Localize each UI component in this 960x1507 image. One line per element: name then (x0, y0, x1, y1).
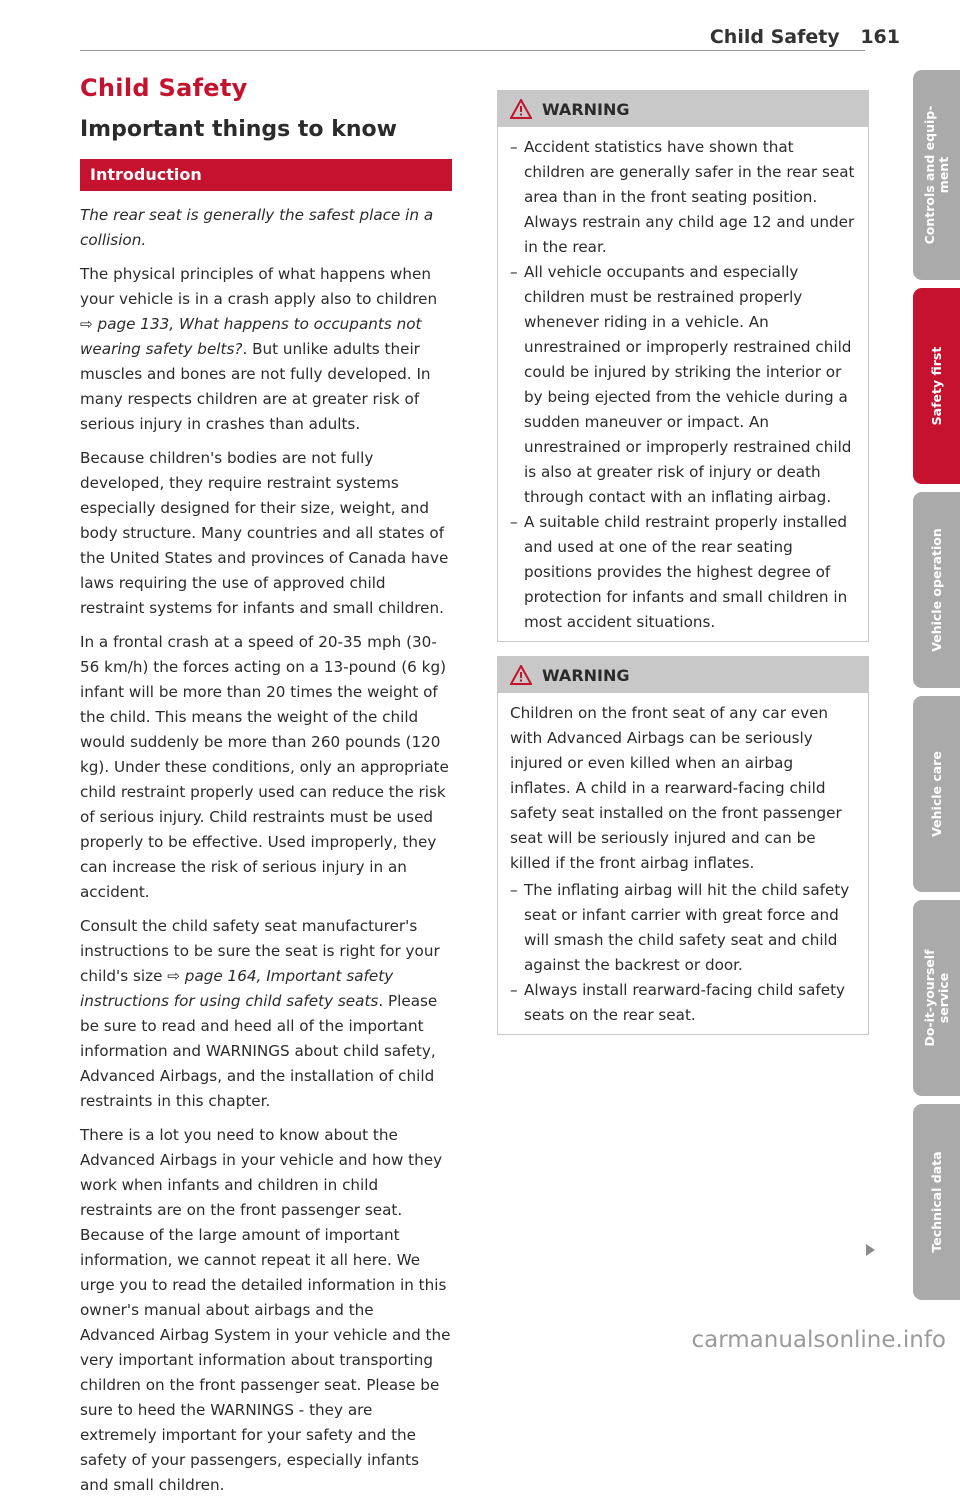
warning-2-bullet: – Always install rearward-facing child safety seats on the rear seat. (510, 978, 858, 1028)
warning-2-bullet-text: The inflating airbag will hit the child safety seat or infant carrier with great force and will smash the child safety seat and child against the backrest or door. (524, 881, 850, 974)
running-header-section: Child Safety (709, 26, 840, 48)
tab-technical-data[interactable] (913, 1104, 960, 1300)
warning-1-bullet: – A suitable child restraint properly installed and used at one of the rear seating positions provides the highest degree of protection for infants and small children in most accident situations. (510, 510, 858, 635)
tab-label: Safety first (928, 346, 944, 426)
section-title: Important things to know (80, 117, 397, 142)
paragraph-1-text-b: . But unlike adults their muscles and bones are not fully developed. In many respects children are at greater risk of serious injury in crashes than adults. (80, 340, 431, 433)
warning-2-bullet: – The inflating airbag will hit the child safety seat or infant carrier with great force and will smash the child safety seat and child against the backrest or door. (510, 878, 858, 978)
intro-italic: The rear seat is generally the safest place in a collision. (80, 206, 434, 249)
warning-triangle-icon (510, 99, 532, 119)
paragraph-1-text-a: The physical principles of what happens when your vehicle is in a crash apply also to children (80, 265, 438, 308)
warning-body-1 (498, 127, 868, 641)
tab-label: Vehicle operation (928, 528, 944, 652)
warning-1-bullet-text: Accident statistics have shown that children are generally safer in the rear seat area than in the front seating position. Always restrain any child age 12 and under in the rear. (524, 138, 855, 256)
warning-body-2 (498, 693, 868, 1034)
warning-triangle-icon (510, 665, 532, 685)
tab-safety-first[interactable] (913, 288, 960, 484)
paragraph-4-text-a: Consult the child safety seat manufacturer's instructions to be sure the seat is right for your child's size (80, 917, 440, 985)
running-header (710, 26, 900, 48)
paragraph-5: There is a lot you need to know about the Advanced Airbags in your vehicle and how they work when infants and children in child restraints are on the front passenger seat. Because of the large amount of important information, we cannot repeat it all here. We urge you to read the detailed information in this owner's manual about airbags and the Advanced Airbag System in your vehicle and the very important information about transporting children on the front passenger seat. Please be sure to heed the WARNINGS - they are extremely important for your safety and the safety of your passengers, especially infants and small children. (80, 1126, 451, 1494)
warning-1-bullet-text: A suitable child restraint properly installed and used at one of the rear seating positions provides the highest degree of protection for infants and small children in most accident situations. (524, 513, 848, 631)
paragraph-2: Because children's bodies are not fully developed, they require restraint systems especially designed for their size, weight, and body structure. Many countries and all states of the United States and provinces of Canada have laws requiring the use of approved child restraint systems for infants and small children. (80, 449, 449, 617)
paragraph-1 (80, 262, 452, 437)
tab-vehicle-operation[interactable] (913, 492, 960, 688)
warning-header-1 (498, 91, 868, 127)
warning-2-bullet-text: Always install rearward-facing child safety seats on the rear seat. (524, 981, 846, 1024)
paragraph-3: In a frontal crash at a speed of 20-35 mph (30-56 km/h) the forces acting on a 13-pound (6 kg) infant will be more than 20 times the weight of the child. This means the weight of the child would suddenly be more than 260 pounds (120 kg). Under these conditions, only an appropriate child restraint properly used can reduce the risk of serious injury. Child restraints must be used properly to be effective. Used improperly, they can increase the risk of serious injury in an accident. (80, 633, 449, 901)
page-number: 161 (860, 26, 900, 48)
warning-1-bullet-text: All vehicle occupants and especially children must be restrained properly whenever riding in a vehicle. An unrestrained or improperly restrained child could be injured by striking the interior or by being ejected from the vehicle during a sudden maneuver or impact. An unrestrained or improperly restrained child is also at greater risk of injury or death through contact with an inflating airbag. (524, 263, 852, 506)
xref-page-164[interactable]: ⇨ page 164, Important safety instructions for using child safety seats (80, 967, 394, 1010)
tab-controls-and-equipment[interactable] (913, 70, 960, 280)
warning-1-bullet: – All vehicle occupants and especially children must be restrained properly whenever riding in a vehicle. An unrestrained or improperly restrained child could be injured by striking the interior or by being ejected from the vehicle during a sudden maneuver or impact. An unrestrained or improperly restrained child is also at greater risk of injury or death through contact with an inflating airbag. (510, 260, 858, 510)
continued-arrow-icon (866, 1244, 875, 1256)
tab-label: Controls and equip- ment (921, 105, 951, 245)
watermark: carmanualsonline.info (691, 1327, 946, 1353)
paragraph-4-text-b: . Please be sure to read and heed all of the important information and WARNINGS about child safety, Advanced Airbags, and the installation of child restraints in this chapter. (80, 992, 438, 1110)
warning-box-1 (497, 90, 869, 642)
tab-do-it-yourself-service[interactable] (913, 900, 960, 1096)
tab-label: Vehicle care (928, 751, 944, 837)
paragraph-4 (80, 914, 452, 1114)
warning-header-2 (498, 657, 868, 693)
warning-box-2 (497, 656, 869, 1035)
xref-page-133[interactable]: ⇨ page 133, What happens to occupants not wearing safety belts? (80, 315, 422, 358)
subsection-band: Introduction (80, 159, 452, 191)
tab-label: Do-it-yourself service (921, 949, 951, 1047)
right-column (497, 76, 869, 1049)
warning-heading-1: WARNING (542, 99, 630, 119)
tab-label: Technical data (928, 1151, 944, 1253)
header-rule (80, 50, 865, 51)
warning-heading-2: WARNING (542, 665, 630, 685)
tab-vehicle-care[interactable] (913, 696, 960, 892)
warning-2-text: Children on the front seat of any car even with Advanced Airbags can be seriously injured or even killed when an airbag inflates. A child in a rearward-facing child safety seat installed on the front passenger seat will be seriously injured and can be killed if the front airbag inflates. (510, 704, 842, 872)
chapter-title: Child Safety (80, 74, 248, 102)
warning-1-bullet: – Accident statistics have shown that children are generally safer in the rear seat area than in the front seating position. Always restrain any child age 12 and under in the rear. (510, 135, 858, 260)
left-column (80, 74, 452, 1507)
